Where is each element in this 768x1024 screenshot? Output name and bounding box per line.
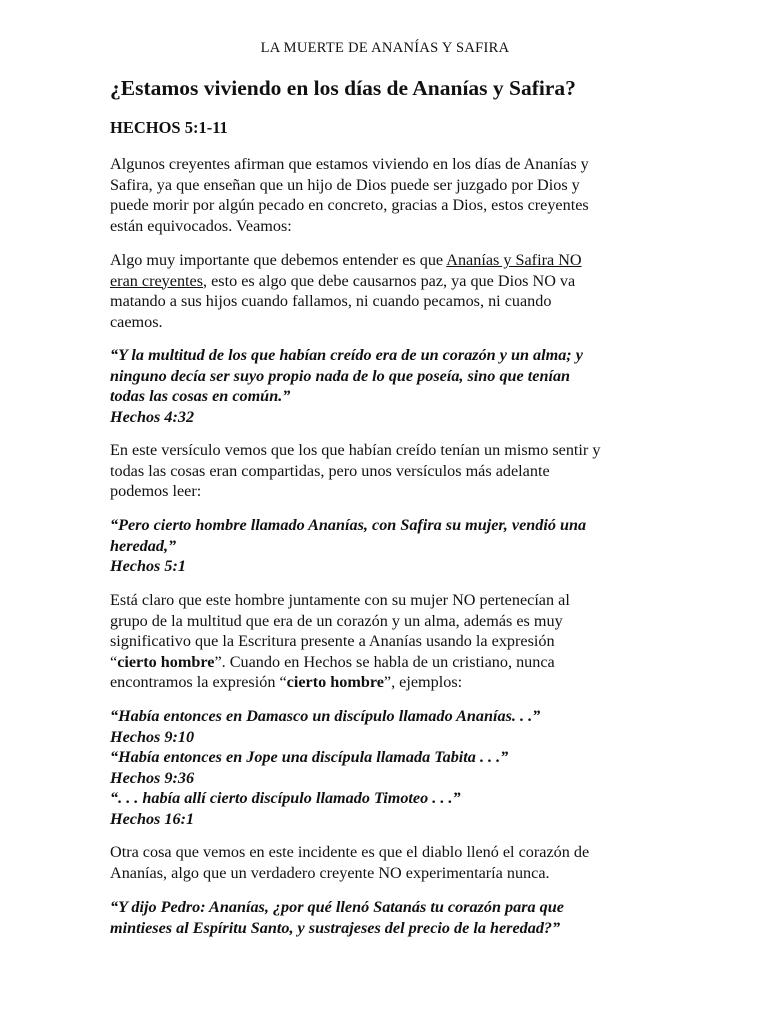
text-line: Está claro que este hombre juntamente con su mujer NO pertenecían al [110, 591, 570, 609]
text-run: “ [110, 652, 118, 671]
page-title: ¿Estamos viviendo en los días de Ananías y Safira? [110, 76, 576, 100]
quote-line: heredad,” [110, 536, 177, 555]
paragraph-diablo [110, 842, 670, 883]
text-line: puede morir por algún pecado en concreto, gracias a Dios, estos creyentes [110, 196, 589, 215]
quote-line: “Y la multitud de los que habían creído era de un corazón y un alma; y [110, 346, 583, 364]
running-head: LA MUERTE DE ANANÍAS Y SAFIRA [260, 40, 510, 56]
text-line [110, 250, 670, 271]
text-line [110, 271, 670, 292]
bold-text: cierto hombre [286, 673, 384, 692]
text-run: , esto es algo que debe causarnos paz, ya que Dios NO va [203, 271, 576, 290]
scripture-quote-examples [110, 706, 670, 830]
text-line: Otra cosa que vemos en este incidente es que el diablo llenó el corazón de [110, 843, 590, 861]
paragraph-cierto-hombre [110, 590, 670, 693]
text-run: ”. Cuando en Hechos se habla de un cristiano, nunca [214, 652, 555, 671]
quote-citation: Hechos 16:1 [110, 809, 195, 828]
quote-citation: Hechos 5:1 [110, 557, 186, 576]
text-line: podemos leer: [110, 482, 202, 501]
scripture-reference-heading: HECHOS 5:1-11 [110, 118, 228, 137]
scripture-quote-pedro [110, 897, 670, 938]
text-run: ”, ejemplos: [383, 673, 463, 692]
paragraph-intro [110, 154, 670, 236]
text-run: encontramos la expresión “ [110, 673, 287, 692]
quote-line: ninguno decía ser suyo propio nada de lo que poseía, sino que tenían [110, 366, 571, 385]
paragraph-important [110, 250, 670, 332]
text-line: todas las cosas eran compartidas, pero unos versículos más adelante [110, 461, 550, 480]
quote-citation: Hechos 9:36 [110, 768, 195, 787]
paragraph-verse-explanation [110, 440, 670, 502]
scripture-quote-2 [110, 515, 670, 577]
quote-line: mintieses al Espíritu Santo, y sustrajeses del precio de la heredad?” [110, 918, 561, 937]
text-line: significativo que la Escritura presente a Ananías usando la expresión [110, 632, 555, 651]
quote-line: “. . . había allí cierto discípulo llamado Timoteo . . .” [110, 789, 461, 808]
quote-line: “Y dijo Pedro: Ananías, ¿por qué llenó Satanás tu corazón para que [110, 898, 564, 916]
text-line: Algunos creyentes afirman que estamos viviendo en los días de Ananías y [110, 155, 589, 173]
text-run: Algo muy importante que debemos entender es que [110, 251, 447, 269]
text-line: están equivocados. Veamos: [110, 216, 292, 235]
quote-citation: Hechos 4:32 [110, 407, 195, 426]
text-line: Safira, ya que enseñan que un hijo de Dios puede ser juzgado por Dios y [110, 175, 580, 194]
quote-line: todas las cosas en común.” [110, 387, 291, 406]
underlined-text: eran creyentes [110, 271, 204, 290]
quote-line: “Había entonces en Jope una discípula llamada Tabita . . .” [110, 748, 509, 767]
text-line: En este versículo vemos que los que habían creído tenían un mismo sentir y [110, 441, 601, 459]
bold-text: cierto hombre [117, 652, 215, 671]
text-line: caemos. [110, 312, 163, 331]
scripture-quote-1 [110, 345, 670, 427]
text-line [110, 652, 670, 673]
text-line: Ananías, algo que un verdadero creyente NO experimentaría nunca. [110, 863, 550, 882]
text-line: matando a sus hijos cuando fallamos, ni cuando pecamos, ni cuando [110, 292, 552, 311]
quote-citation: Hechos 9:10 [110, 727, 195, 746]
underlined-text: Ananías y Safira NO [446, 251, 582, 269]
text-line [110, 672, 670, 693]
text-line: grupo de la multitud que era de un corazón y un alma, además es muy [110, 611, 563, 630]
quote-line: “Pero cierto hombre llamado Ananías, con Safira su mujer, vendió una [110, 516, 587, 534]
quote-line: “Había entonces en Damasco un discípulo llamado Ananías. . .” [110, 707, 541, 725]
